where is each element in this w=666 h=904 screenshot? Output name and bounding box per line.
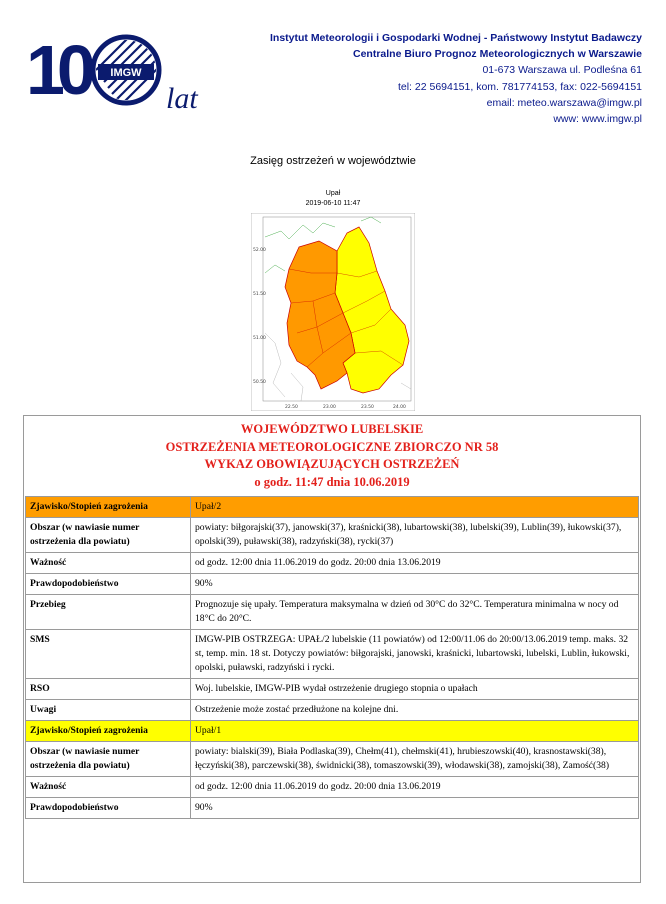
logo-badge-text: IMGW: [110, 67, 142, 79]
warnings-table: [25, 496, 639, 819]
row-label: Prawdopodobieństwo: [26, 574, 191, 595]
row-value: Prognozuje się upały. Temperatura maksymalna w dzień od 30°C do 32°C. Temperatura minimalna w nocy od 18°C do 20°C.: [191, 595, 639, 630]
row-label: Obszar (w nawiasie numer ostrzeżenia dla powiatu): [26, 742, 191, 777]
row-label: RSO: [26, 679, 191, 700]
lat-label: 50.50: [253, 380, 266, 385]
warning-map: [251, 213, 415, 411]
table-row: [26, 679, 639, 700]
lat-label: 51.00: [253, 336, 266, 341]
row-label: Obszar (w nawiasie numer ostrzeżenia dla powiatu): [26, 518, 191, 553]
table-row: [26, 574, 639, 595]
warnings-list-title: WYKAZ OBOWIĄZUJĄCYCH OSTRZEŻEŃ: [204, 457, 460, 471]
row-label: Uwagi: [26, 700, 191, 721]
lat-label: 51.50: [253, 292, 266, 297]
row-value: powiaty: bialski(39), Biała Podlaska(39), Chełm(41), chełmski(41), hrubieszowski(40), krasnostawski(38), łęczyński(38), parczewski(38), świdnicki(38), tomaszowski(39), włodawski(38), zamojski(38), Zamość(38): [191, 742, 639, 777]
row-value: 90%: [191, 798, 639, 819]
table-row: [26, 553, 639, 574]
logo-badge: [93, 30, 170, 106]
map-phenomenon: Upał: [325, 190, 341, 197]
row-label: Zjawisko/Stopień zagrożenia: [26, 497, 191, 518]
bureau-name: Centralne Biuro Prognoz Meteorologicznych w Warszawie: [353, 48, 642, 61]
warning-document: [23, 415, 641, 883]
collective-warnings-title: OSTRZEŻENIA METEOROLOGICZNE ZBIORCZO NR 58: [165, 439, 499, 454]
lon-label: 23.00: [323, 405, 336, 410]
institution-header: [270, 30, 642, 127]
table-row: [26, 630, 639, 679]
map-caption: [0, 189, 666, 209]
table-row: [26, 518, 639, 553]
row-label: Ważność: [26, 553, 191, 574]
page-title: Zasięg ostrzeżeń w województwie: [250, 155, 416, 167]
institution-name: Instytut Meteorologii i Gospodarki Wodnej - Państwowy Instytut Badawczy: [269, 32, 642, 44]
voivodeship-title: WOJEWÓDZTWO LUBELSKIE: [240, 422, 424, 436]
row-label: Przebieg: [26, 595, 191, 630]
logo-lat-text: lat: [166, 82, 198, 112]
row-value: Upał/1: [191, 721, 639, 742]
row-label: Ważność: [26, 777, 191, 798]
row-value: od godz. 12:00 dnia 11.06.2019 do godz. 20:00 dnia 13.06.2019: [191, 553, 639, 574]
website: www: www.imgw.pl: [553, 113, 642, 126]
table-row: [26, 700, 639, 721]
table-row: [26, 595, 639, 630]
row-label: Zjawisko/Stopień zagrożenia: [26, 721, 191, 742]
row-value: od godz. 12:00 dnia 11.06.2019 do godz. 20:00 dnia 13.06.2019: [191, 777, 639, 798]
lat-label: 52.00: [253, 248, 266, 253]
row-value: Upał/2: [191, 497, 639, 518]
row-value: powiaty: biłgorajski(37), janowski(37), kraśnicki(38), lubartowski(38), lubelski(39), Lublin(39), łukowski(37), opolski(39), puławski(38), radzyński(38), rycki(37): [191, 518, 639, 553]
logo-number: 10: [26, 31, 88, 109]
table-row: [26, 777, 639, 798]
table-row: [26, 497, 639, 518]
row-label: Prawdopodobieństwo: [26, 798, 191, 819]
table-row: [26, 798, 639, 819]
issue-time: o godz. 11:47 dnia 10.06.2019: [254, 474, 410, 489]
row-value: Ostrzeżenie może zostać przedłużone na kolejne dni.: [191, 700, 639, 721]
row-value: Woj. lubelskie, IMGW-PIB wydał ostrzeżenie drugiego stopnia o upałach: [191, 679, 639, 700]
address: 01-673 Warszawa ul. Podleśna 61: [482, 64, 642, 77]
table-row: [26, 742, 639, 777]
email: email: meteo.warszawa@imgw.pl: [486, 96, 642, 109]
lon-label: 22.50: [285, 405, 298, 410]
imgw-100-lat-logo: [26, 30, 206, 112]
row-value: 90%: [191, 574, 639, 595]
lon-label: 24.00: [393, 405, 406, 410]
map-timestamp: 2019-06-10 11:47: [305, 200, 361, 207]
phone-fax: tel: 22 5694151, kom. 781774153, fax: 022-5694151: [397, 80, 642, 93]
lon-label: 23.50: [361, 405, 374, 410]
row-label: SMS: [26, 630, 191, 679]
table-row: [26, 721, 639, 742]
row-value: IMGW-PIB OSTRZEGA: UPAŁ/2 lubelskie (11 powiatów) od 12:00/11.06 do 20:00/13.06.2019 temp. maks. 32 st, temp. min. 18 st. Dotyczy powiatów: biłgorajski, janowski, kraśnicki, lubartowski, lubelski, Lublin, łukowski, opolski, puławski, radzyński i rycki.: [191, 630, 639, 679]
warning-title-block: [24, 416, 640, 496]
